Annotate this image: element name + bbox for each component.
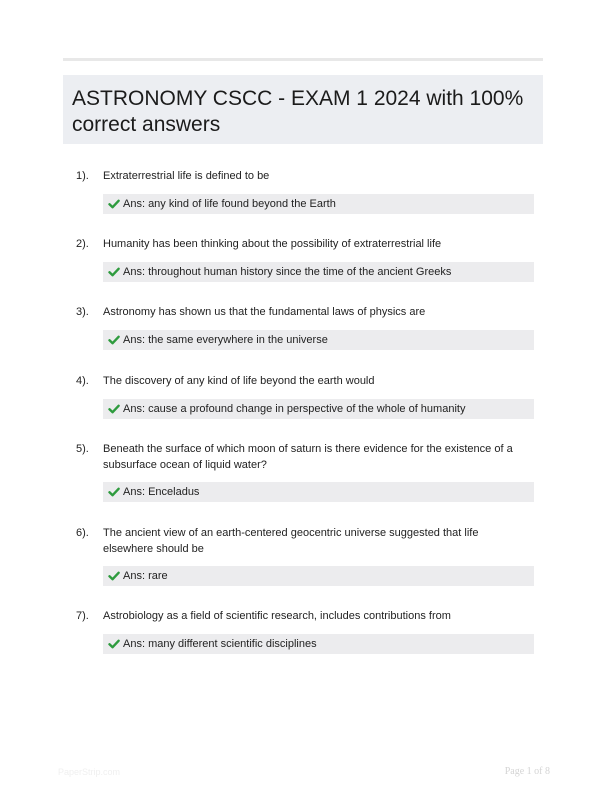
checkmark-icon bbox=[108, 570, 120, 582]
question-number: 1). bbox=[76, 170, 89, 182]
question-text: The discovery of any kind of life beyond the earth would bbox=[103, 375, 375, 387]
page-indicator: Page 1 of 8 bbox=[504, 766, 550, 777]
answer-box bbox=[103, 482, 534, 502]
question-text: Astrobiology as a field of scientific research, includes contributions from bbox=[103, 610, 451, 622]
answer-box bbox=[103, 262, 534, 282]
answer-text: Ans: cause a profound change in perspective of the whole of humanity bbox=[123, 403, 466, 415]
answer-text: Ans: the same everywhere in the universe bbox=[123, 334, 328, 346]
page-title: ASTRONOMY CSCC - EXAM 1 2024 with 100% correct answers bbox=[72, 87, 524, 136]
answer-text: Ans: many different scientific disciplines bbox=[123, 638, 317, 650]
answer-box bbox=[103, 399, 534, 419]
question-text: Beneath the surface of which moon of saturn is there evidence for the existence of a subsurface ocean of liquid water? bbox=[103, 443, 513, 471]
question-text: Extraterrestrial life is defined to be bbox=[103, 170, 270, 182]
answer-box bbox=[103, 634, 534, 654]
checkmark-icon bbox=[108, 198, 120, 210]
checkmark-icon bbox=[108, 403, 120, 415]
answer-box bbox=[103, 194, 534, 214]
question-number: 7). bbox=[76, 610, 89, 622]
answer-box bbox=[103, 330, 534, 350]
question-number: 2). bbox=[76, 238, 89, 250]
checkmark-icon bbox=[108, 638, 120, 650]
question-text: Humanity has been thinking about the possibility of extraterrestrial life bbox=[103, 238, 442, 250]
question-number: 3). bbox=[76, 306, 89, 318]
question-text: Astronomy has shown us that the fundamental laws of physics are bbox=[103, 306, 426, 318]
question-number: 6). bbox=[76, 527, 89, 539]
question-text: The ancient view of an earth-centered geocentric universe suggested that life elsewhere should be bbox=[103, 527, 479, 555]
checkmark-icon bbox=[108, 486, 120, 498]
checkmark-icon bbox=[108, 334, 120, 346]
answer-text: Ans: any kind of life found beyond the Earth bbox=[123, 198, 336, 210]
answer-box bbox=[103, 566, 534, 586]
answer-text: Ans: throughout human history since the time of the ancient Greeks bbox=[123, 266, 452, 278]
answer-text: Ans: rare bbox=[123, 570, 168, 582]
footer-watermark: PaperStrip.com bbox=[58, 767, 121, 777]
answer-text: Ans: Enceladus bbox=[123, 486, 200, 498]
checkmark-icon bbox=[108, 266, 120, 278]
question-number: 4). bbox=[76, 375, 89, 387]
question-number: 5). bbox=[76, 443, 89, 455]
